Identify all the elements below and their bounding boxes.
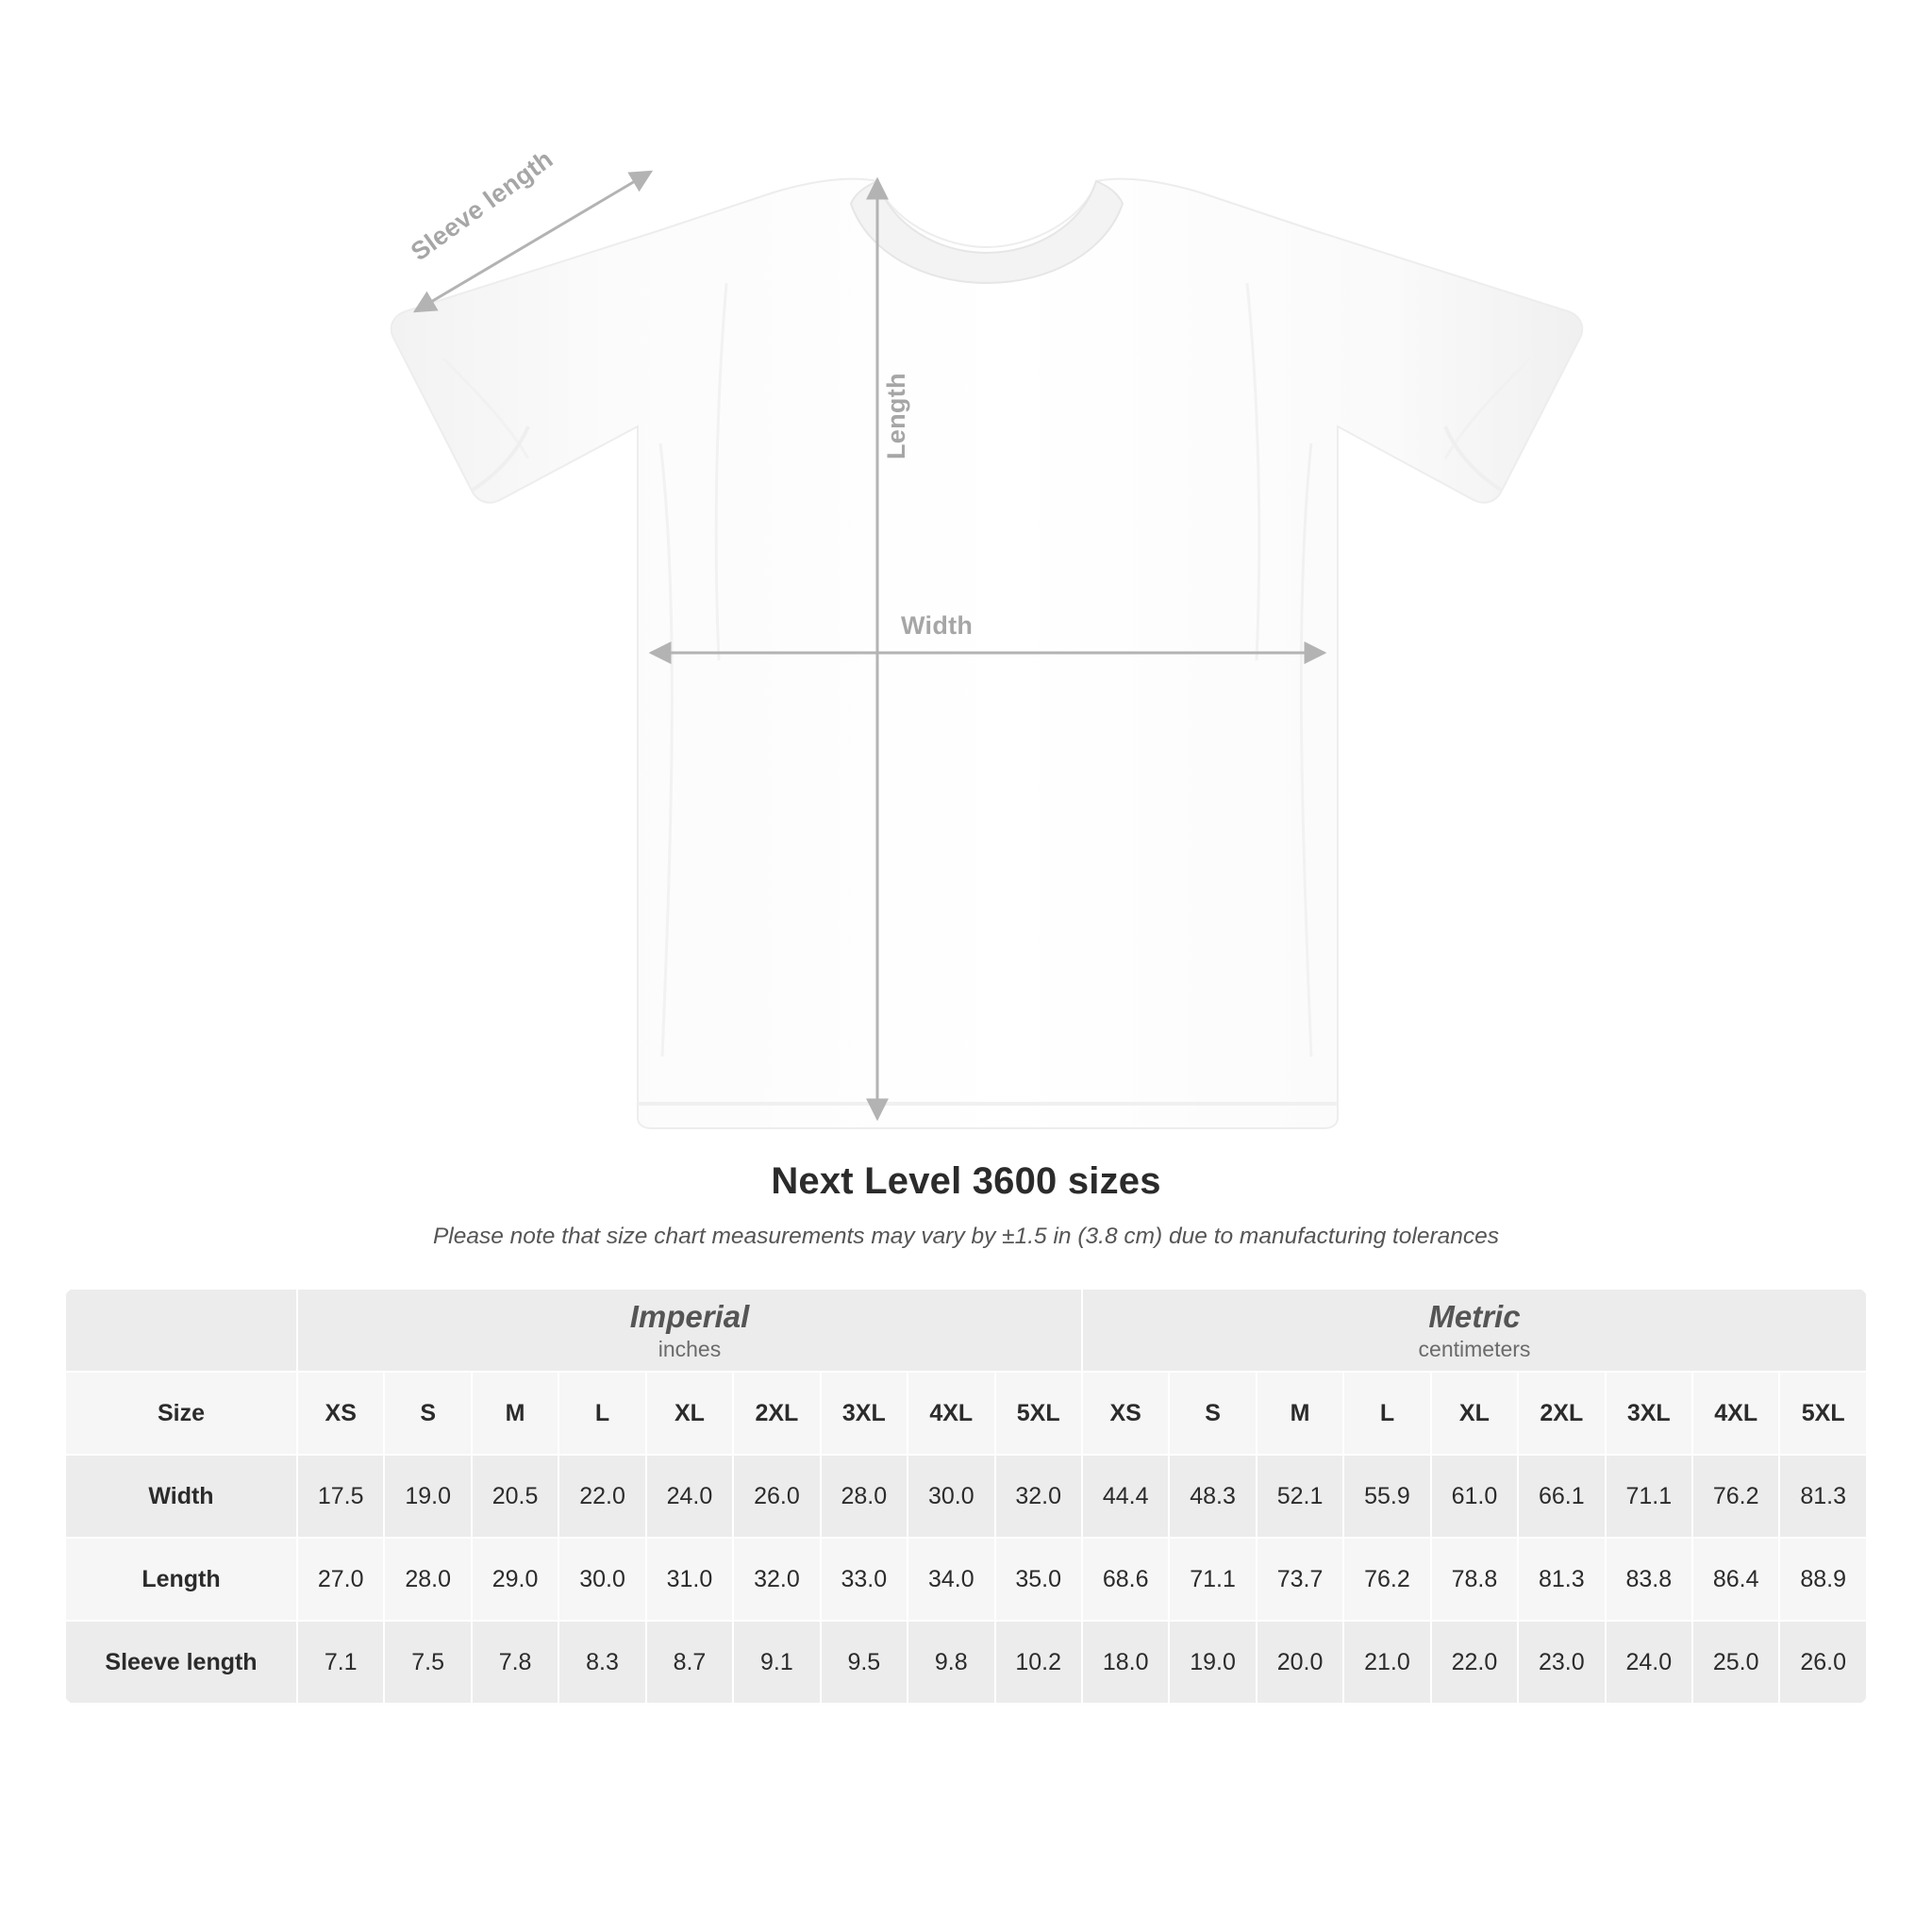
cell-sleeve-imp-2xl: 9.1 xyxy=(733,1621,820,1704)
tolerance-note: Please note that size chart measurements may vary by ±1.5 in (3.8 cm) due to manufacturing tolerances xyxy=(432,1224,1500,1249)
cell-length-met-m: 73.7 xyxy=(1257,1538,1343,1621)
cell-length-met-2xl: 81.3 xyxy=(1518,1538,1605,1621)
cell-width-met-m: 52.1 xyxy=(1257,1455,1343,1538)
cell-sleeve-imp-s: 7.5 xyxy=(384,1621,471,1704)
unit-imperial-name: Imperial xyxy=(629,1299,750,1334)
unit-header-row xyxy=(65,1289,1867,1372)
sleeve-length-label: Sleeve length xyxy=(406,144,558,267)
size-table xyxy=(64,1288,1868,1705)
cell-width-met-3xl: 71.1 xyxy=(1606,1455,1692,1538)
cell-sleeve-met-s: 19.0 xyxy=(1169,1621,1256,1704)
cell-length-imp-l: 30.0 xyxy=(558,1538,645,1621)
row-label-length: Length xyxy=(65,1538,297,1621)
cell-length-imp-5xl: 35.0 xyxy=(995,1538,1082,1621)
cell-width-imp-xs: 17.5 xyxy=(297,1455,384,1538)
cell-width-imp-4xl: 30.0 xyxy=(908,1455,994,1538)
cell-width-met-5xl: 81.3 xyxy=(1779,1455,1867,1538)
size-header-label: Size xyxy=(65,1372,297,1455)
cell-sleeve-imp-m: 7.8 xyxy=(472,1621,558,1704)
size-col-imp-3xl: 3XL xyxy=(821,1372,908,1455)
cell-length-met-4xl: 86.4 xyxy=(1692,1538,1779,1621)
cell-length-met-3xl: 83.8 xyxy=(1606,1538,1692,1621)
size-col-met-l: L xyxy=(1343,1372,1430,1455)
unit-metric-name: Metric xyxy=(1428,1299,1521,1334)
cell-sleeve-met-2xl: 23.0 xyxy=(1518,1621,1605,1704)
cell-sleeve-imp-l: 8.3 xyxy=(558,1621,645,1704)
size-col-met-4xl: 4XL xyxy=(1692,1372,1779,1455)
cell-sleeve-imp-xl: 8.7 xyxy=(646,1621,733,1704)
size-col-met-3xl: 3XL xyxy=(1606,1372,1692,1455)
size-col-met-s: S xyxy=(1169,1372,1256,1455)
size-col-met-m: M xyxy=(1257,1372,1343,1455)
cell-length-met-s: 71.1 xyxy=(1169,1538,1256,1621)
cell-length-imp-4xl: 34.0 xyxy=(908,1538,994,1621)
size-table-wrapper xyxy=(64,1288,1868,1705)
cell-width-met-s: 48.3 xyxy=(1169,1455,1256,1538)
title-block xyxy=(0,1160,1932,1250)
size-col-met-xl: XL xyxy=(1431,1372,1518,1455)
row-label-width: Width xyxy=(65,1455,297,1538)
size-col-imp-xs: XS xyxy=(297,1372,384,1455)
size-col-imp-s: S xyxy=(384,1372,471,1455)
size-col-imp-l: L xyxy=(558,1372,645,1455)
unit-imperial-sub: inches xyxy=(658,1337,722,1362)
unit-metric-sub: centimeters xyxy=(1418,1337,1531,1362)
length-label: Length xyxy=(882,373,910,459)
size-col-met-xs: XS xyxy=(1082,1372,1169,1455)
cell-length-imp-xl: 31.0 xyxy=(646,1538,733,1621)
cell-sleeve-met-xs: 18.0 xyxy=(1082,1621,1169,1704)
cell-length-imp-3xl: 33.0 xyxy=(821,1538,908,1621)
cell-length-met-xl: 78.8 xyxy=(1431,1538,1518,1621)
size-col-met-5xl: 5XL xyxy=(1779,1372,1867,1455)
width-label: Width xyxy=(901,611,974,640)
cell-width-imp-2xl: 26.0 xyxy=(733,1455,820,1538)
cell-length-met-l: 76.2 xyxy=(1343,1538,1430,1621)
table-row xyxy=(65,1538,1867,1621)
cell-sleeve-imp-xs: 7.1 xyxy=(297,1621,384,1704)
unit-metric xyxy=(1082,1289,1867,1372)
table-row xyxy=(65,1621,1867,1704)
cell-length-met-xs: 68.6 xyxy=(1082,1538,1169,1621)
size-col-imp-4xl: 4XL xyxy=(908,1372,994,1455)
cell-width-imp-s: 19.0 xyxy=(384,1455,471,1538)
cell-length-imp-s: 28.0 xyxy=(384,1538,471,1621)
cell-width-met-4xl: 76.2 xyxy=(1692,1455,1779,1538)
cell-sleeve-met-5xl: 26.0 xyxy=(1779,1621,1867,1704)
cell-length-imp-2xl: 32.0 xyxy=(733,1538,820,1621)
cell-width-imp-m: 20.5 xyxy=(472,1455,558,1538)
cell-length-imp-xs: 27.0 xyxy=(297,1538,384,1621)
unit-imperial xyxy=(297,1289,1082,1372)
size-col-imp-2xl: 2XL xyxy=(733,1372,820,1455)
cell-width-imp-xl: 24.0 xyxy=(646,1455,733,1538)
size-col-imp-xl: XL xyxy=(646,1372,733,1455)
cell-width-imp-5xl: 32.0 xyxy=(995,1455,1082,1538)
cell-sleeve-met-3xl: 24.0 xyxy=(1606,1621,1692,1704)
cell-width-met-xl: 61.0 xyxy=(1431,1455,1518,1538)
cell-width-met-xs: 44.4 xyxy=(1082,1455,1169,1538)
cell-length-met-5xl: 88.9 xyxy=(1779,1538,1867,1621)
cell-sleeve-imp-5xl: 10.2 xyxy=(995,1621,1082,1704)
size-col-met-2xl: 2XL xyxy=(1518,1372,1605,1455)
cell-width-imp-l: 22.0 xyxy=(558,1455,645,1538)
size-col-imp-m: M xyxy=(472,1372,558,1455)
cell-sleeve-met-l: 21.0 xyxy=(1343,1621,1430,1704)
cell-sleeve-imp-4xl: 9.8 xyxy=(908,1621,994,1704)
size-col-imp-5xl: 5XL xyxy=(995,1372,1082,1455)
table-row xyxy=(65,1455,1867,1538)
cell-length-imp-m: 29.0 xyxy=(472,1538,558,1621)
cell-width-imp-3xl: 28.0 xyxy=(821,1455,908,1538)
page-title: Next Level 3600 sizes xyxy=(771,1160,1161,1202)
row-label-sleeve-length: Sleeve length xyxy=(65,1621,297,1704)
cell-sleeve-met-m: 20.0 xyxy=(1257,1621,1343,1704)
unit-header-spacer xyxy=(65,1289,297,1372)
cell-width-met-l: 55.9 xyxy=(1343,1455,1430,1538)
cell-sleeve-met-4xl: 25.0 xyxy=(1692,1621,1779,1704)
size-header-row xyxy=(65,1372,1867,1455)
cell-width-met-2xl: 66.1 xyxy=(1518,1455,1605,1538)
cell-sleeve-imp-3xl: 9.5 xyxy=(821,1621,908,1704)
cell-sleeve-met-xl: 22.0 xyxy=(1431,1621,1518,1704)
